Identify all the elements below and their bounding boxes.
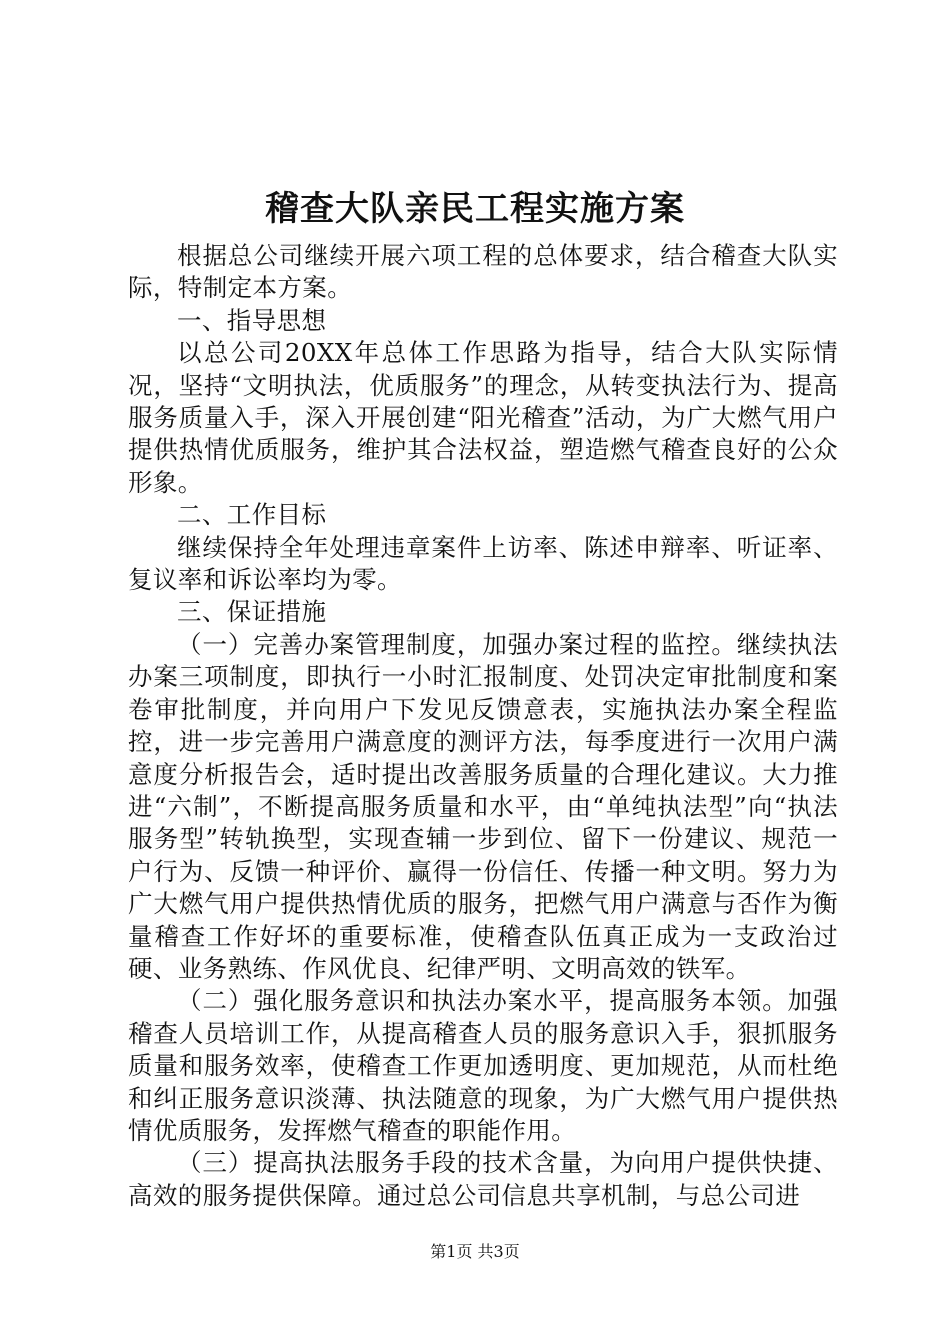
section-heading-measures: 三、保证措施	[177, 597, 327, 627]
work-goal-paragraph: 继续保持全年处理违章案件上访率、陈述申辩率、听证率、复议率和诉讼率均为零。	[128, 532, 838, 595]
section-heading-work-goal: 二、工作目标	[177, 500, 327, 530]
measure-3-paragraph: （三）提高执法服务手段的技术含量，为向用户提供快捷、高效的服务提供保障。通过总公司信息共享机制，与总公司进	[128, 1148, 838, 1210]
intro-paragraph: 根据总公司继续开展六项工程的总体要求，结合稽查大队实际，特制定本方案。	[128, 241, 838, 303]
measure-1-paragraph: （一）完善办案管理制度，加强办案过程的监控。继续执法办案三项制度，即执行一小时汇报制度、处罚决定审批制度和案卷审批制度，并向用户下发见反馈意表，实施执法办案全程监控，进一步完善用户满意度的测评方法，每季度进行一次用户满意度分析报告会，适时提出改善服务质量的合理化建议。大力推进“六制”，不断提高服务质量和水平，由“单纯执法型”向“执法服务型”转轨换型，实现查辅一步到位、留下一份建议、规范一户行为、反馈一种评价、赢得一份信任、传播一种文明。努力为广大燃气用户提供热情优质的服务，把燃气用户满意与否作为衡量稽查工作好坏的重要标准，使稽查队伍真正成为一支政治过硬、业务熟练、作风优良、纪律严明、文明高效的铁军。	[128, 629, 838, 983]
document-body	[128, 240, 838, 1212]
document-title: 稽查大队亲民工程实施方案	[265, 189, 685, 229]
page-number-footer: 第1页 共3页	[430, 1242, 520, 1261]
section-heading-guiding-thought: 一、指导思想	[177, 305, 327, 335]
guiding-thought-paragraph: 以总公司20XX年总体工作思路为指导，结合大队实际情况，坚持“文明执法，优质服务”的理念，从转变执法行为、提高服务质量入手，深入开展创建“阳光稽查”活动，为广大燃气用户提供热情优质服务，维护其合法权益，塑造燃气稽查良好的公众形象。	[128, 338, 838, 497]
measure-2-paragraph: （二）强化服务意识和执法办案水平，提高服务本领。加强稽查人员培训工作，从提高稽查人员的服务意识入手，狠抓服务质量和服务效率，使稽查工作更加透明度、更加规范，从而杜绝和纠正服务意识淡薄、执法随意的现象，为广大燃气用户提供热情优质服务，发挥燃气稽查的职能作用。	[128, 986, 838, 1145]
